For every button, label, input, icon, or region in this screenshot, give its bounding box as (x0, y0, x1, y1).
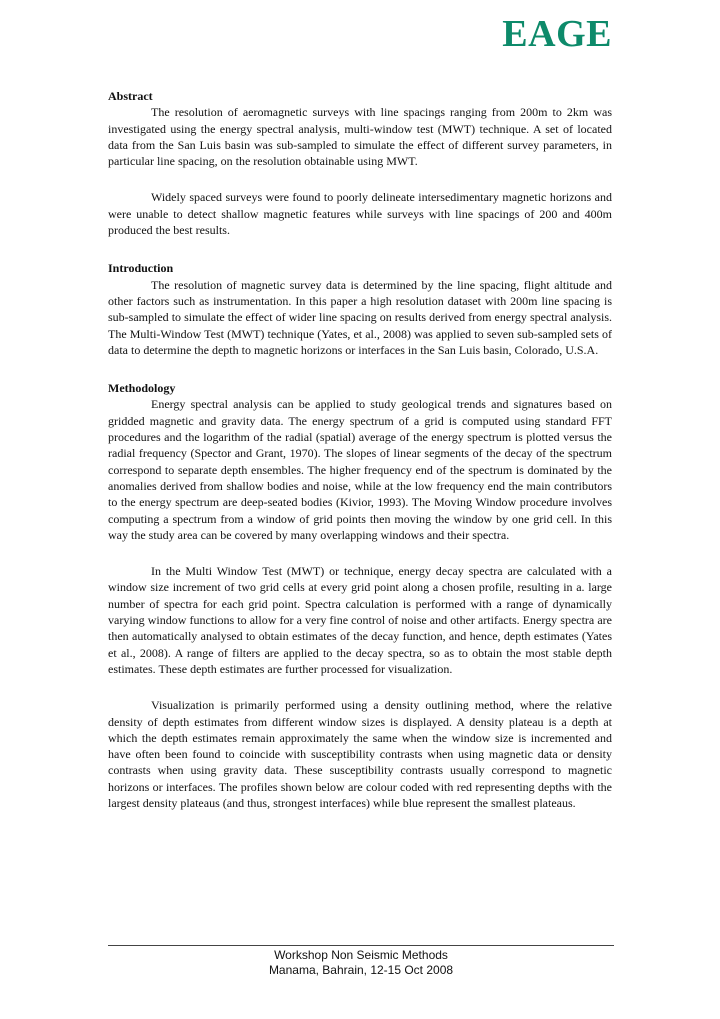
paper-body (108, 88, 612, 811)
eage-logo: EAGE (502, 13, 612, 55)
abstract-paragraph-2: Widely spaced surveys were found to poorly delineate intersedimentary magnetic horizons and were unable to detect shallow magnetic features while surveys with line spacings of 200 and 400m produced the best results. (108, 190, 612, 238)
footer (108, 948, 614, 978)
footer-location-date: Manama, Bahrain, 12-15 Oct 2008 (268, 963, 454, 977)
methodology-paragraph-2: In the Multi Window Test (MWT) or technique, energy decay spectra are calculated with a window size increment of two grid cells at every grid point along a chosen profile, resulting in a. large number of spectra for each grid point. Spectra calculation is performed with a range of dynamically varying window functions to allow for a very fine control of noise and other artifacts. Energy spectra are then automatically analysed to obtain estimates of the decay function, and hence, depth estimates (Yates et al., 2008). A range of filters are applied to the decay spectra, so as to obtain the most stable depth estimates. These depth estimates are further processed for visualization. (108, 564, 612, 676)
methodology-paragraph-3: Visualization is primarily performed using a density outlining method, where the relative density of depth estimates from different window sizes is displayed. A density plateau is a depth at which the depth estimates remain approximately the same when the window size is incremented and have often been found to coincide with susceptibility contrasts when using magnetic data or density contrasts when using gravity data. These susceptibility contrasts usually correspond to magnetic horizons or interfaces. The profiles shown below are colour coded with red representing depths with the largest density plateaus (and thus, strongest interfaces) while blue represent the smallest plateaus. (108, 698, 612, 810)
footer-divider (108, 945, 614, 946)
footer-workshop-title: Workshop Non Seismic Methods (274, 948, 448, 962)
introduction-paragraph-1: The resolution of magnetic survey data is determined by the line spacing, flight altitude and other factors such as instrumentation. In this paper a high resolution dataset with 200m line spacing is sub-sampled to simulate the effect of wider line spacing on results derived from energy spectral analysis. The Multi-Window Test (MWT) technique (Yates, et al., 2008) was applied to seven sub-sampled sets of data to determine the depth to magnetic horizons or interfaces in the San Luis basin, Colorado, U.S.A. (108, 277, 612, 357)
methodology-heading: Methodology (108, 381, 176, 396)
methodology-paragraph-1: Energy spectral analysis can be applied to study geological trends and signatures based on gridded magnetic and gravity data. The energy spectrum of a grid is computed using standard FFT procedures and the logarithm of the radial (spatial) average of the energy spectrum is plotted versus the radial frequency (Spector and Grant, 1970). The slopes of linear segments of the decay of the spectrum correspond to separate depth ensembles. The higher frequency end of the spectrum is dominated by the anomalies derived from shallow bodies and noise, while at the low frequency end the main contributors to the energy spectrum are deep-seated bodies (Kivior, 1993). The Moving Window procedure involves computing a spectrum from a window of grid points then moving the window by one grid cell. In this way the study area can be covered by many overlapping windows and their spectra. (108, 397, 612, 542)
introduction-heading: Introduction (108, 261, 174, 276)
abstract-heading: Abstract (108, 89, 153, 103)
abstract-paragraph-1: The resolution of aeromagnetic surveys with line spacings ranging from 200m to 2km was investigated using the energy spectral analysis, multi-window test (MWT) technique. A set of located data from the San Luis basin was sub-sampled to simulate the effect of different survey parameters, in particular line spacing, on the resolution obtainable using MWT. (108, 105, 612, 169)
